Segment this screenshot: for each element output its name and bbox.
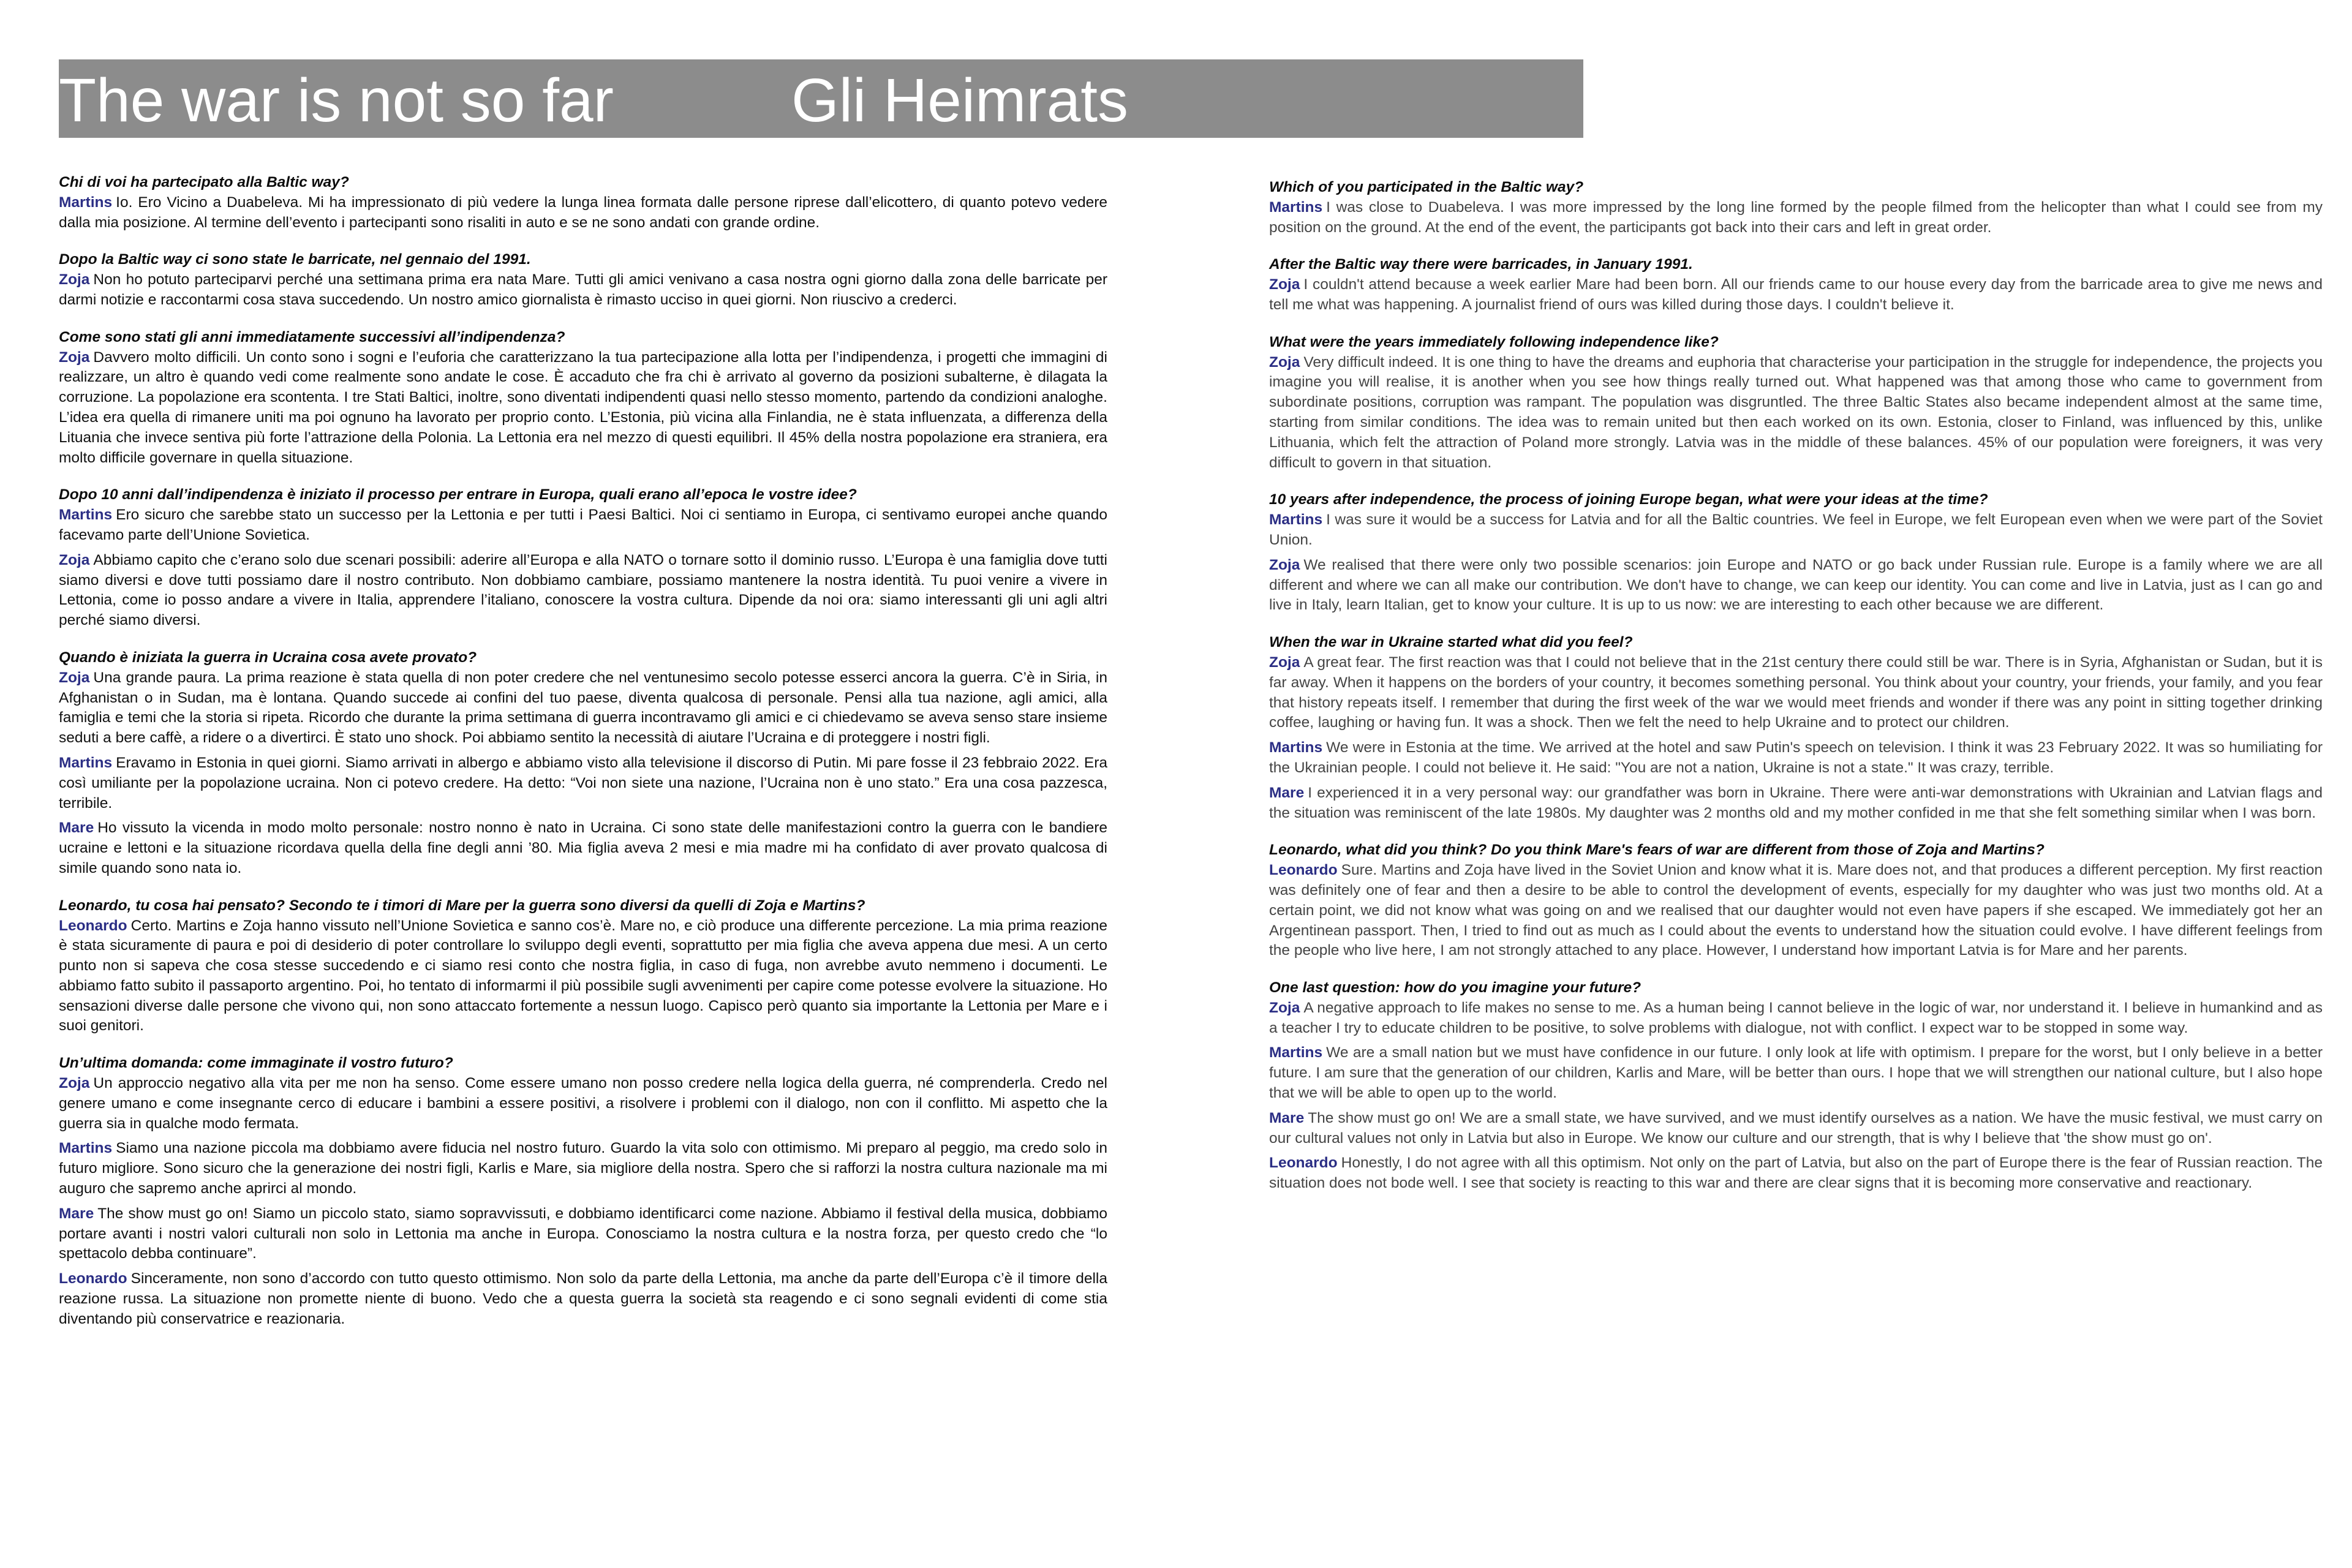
speaker-name: Zoja	[1269, 654, 1300, 671]
answer-text: Honestly, I do not agree with all this optimism. Not only on the part of Latvia, but also on the part of Europe there is the fear of Russian reaction. The situation does not bode well. I see that society is reacting to this war and there are clear signs that it is becoming more conservative and reactionary.	[1269, 1155, 2323, 1192]
speaker-name: Martins	[1269, 198, 1323, 216]
interview-answer	[59, 818, 1107, 878]
interview-question: Dopo la Baltic way ci sono state le barricate, nel gennaio del 1991.	[59, 251, 531, 268]
answer-text: The show must go on! We are a small state, we have survived, and we must identify ourselves as a nation. We have the music festival, we must carry on our cultural values not only in Latvia but also in Europe. We know our culture and our strength, that is why I believe that 'the show must go on'.	[1269, 1109, 2323, 1147]
answer-text: Siamo una nazione piccola ma dobbiamo avere fiducia nel nostro futuro. Guardo la vita solo con ottimismo. Mi preparo al peggio, ma credo solo in futuro migliore. Sono sicuro che la generazione dei nostri figli, Karlis e Mare, sia migliore della nostra. Spero che si rafforzi la nostra cultura nazionale ma mi auguro che sapremo anche aprirci al mondo.	[59, 1140, 1107, 1197]
answer-text: A negative approach to life makes no sense to me. As a human being I cannot believe in the logic of war, nor understand it. I believe in humankind and as a teacher I try to educate children to be positive, to solve problems with dialogue, not with conflict. I expect war to be stopped in some way.	[1269, 999, 2323, 1036]
interview-question: Dopo 10 anni dall’indipendenza è iniziato il processo per entrare in Europa, quali erano all’epoca le vostre idee?	[59, 486, 857, 503]
answer-text: I couldn't attend because a week earlier Mare had been born. All our friends came to our house every day from the barricade area to give me news and tell me what was happening. A journalist friend of ours was killed during those days. I couldn't believe it.	[1269, 276, 2323, 313]
speaker-name: Zoja	[59, 669, 90, 686]
answer-text: Very difficult indeed. It is one thing to have the dreams and euphoria that characterise your participation in the struggle for independence, the projects you imagine you will realise, it is another when you see how things really turned out. What happened was that among those who came to government from subordinate positions, corruption was rampant. The population was disgruntled. The three Baltic States also became independent almost at the same time, starting from similar conditions. The idea was to remain united but then each worked on its own. Estonia, closer to Finland, was influenced by this, unlike Lithuania, which felt the attraction of Poland more strongly. Latvia was in the middle of these balances. 45% of our population were foreigners, it was very difficult to govern in that situation.	[1269, 353, 2323, 471]
speaker-name: Mare	[59, 820, 94, 837]
interview-question: Which of you participated in the Baltic way?	[1269, 179, 1584, 195]
qa-section-en	[1269, 178, 2323, 238]
interview-answer	[1269, 1109, 2323, 1149]
interview-answer	[1269, 738, 2323, 778]
qa-section-it	[59, 648, 1107, 879]
qa-section-en	[1269, 840, 2323, 961]
qa-section-it	[59, 896, 1107, 1037]
qa-section-en	[1269, 978, 2323, 1194]
speaker-name: Martins	[59, 754, 113, 771]
speaker-name: Zoja	[1269, 276, 1300, 293]
interview-answer	[59, 1269, 1107, 1329]
interview-answer	[59, 193, 1107, 233]
interview-answer	[1269, 998, 2323, 1039]
speaker-name: Martins	[1269, 1044, 1323, 1061]
interview-answer	[1269, 653, 2323, 733]
interview-answer	[59, 668, 1107, 748]
interview-answer	[59, 1074, 1107, 1134]
interview-answer	[59, 753, 1107, 813]
interview-answer	[59, 1204, 1107, 1264]
qa-section-it	[59, 485, 1107, 631]
speaker-name: Martins	[1269, 739, 1323, 756]
interview-answer	[1269, 198, 2323, 238]
page-title: The war is not so far	[59, 66, 614, 135]
interview-answer	[1269, 275, 2323, 315]
interview-answer	[59, 348, 1107, 469]
answer-text: Una grande paura. La prima reazione è stata quella di non poter credere che nel ventunesimo secolo potesse esserci ancora la guerra. C’è in Siria, in Afghanistan o in Sudan, ma è lontana. Quando succede ai confini del tuo paese, diventa qualcosa di personale. Pensi alla tua nazione, agli amici, alla famiglia e temi che la storia si ripeta. Ricordo che durante la prima settimana di guerra incontravamo gli amici e ci chiedevamo se aveva senso stare insieme seduti a bere caffè, a ridere o a divertirci. È stato uno shock. Poi abbiamo sentito la necessità di aiutare l’Ucraina e di proteggere i nostri figli.	[59, 669, 1107, 747]
interview-answer	[59, 270, 1107, 311]
interview-answer	[1269, 556, 2323, 616]
answer-text: A great fear. The first reaction was that I could not believe that in the 21st century there could still be war. There is in Syria, Afghanistan or Sudan, but it is far away. When it happens on the borders of your country, it becomes something personal. You think about your country, your friends, your family, and you fear that history repeats itself. I remember that during the first week of the war we would meet friends and wonder if there was any point in sitting together drinking coffee, laughing or having fun. It was a shock. Then we felt the need to help Ukraine and to protect our children.	[1269, 654, 2323, 731]
speaker-name: Mare	[59, 1205, 94, 1222]
interview-answer	[59, 1139, 1107, 1199]
interview-question: Leonardo, tu cosa hai pensato? Secondo te i timori di Mare per la guerra sono diversi da quelli di Zoja e Martins?	[59, 897, 865, 914]
speaker-name: Zoja	[59, 349, 90, 366]
answer-text: Io. Ero Vicino a Duabeleva. Mi ha impressionato di più vedere la lunga linea formata dalle persone riprese dall’elicottero, di quanto potevo vedere dalla mia posizione. Al termine dell’evento i partecipanti sono risaliti in auto e se ne sono andati con grande ordine.	[59, 194, 1107, 231]
interview-answer	[59, 551, 1107, 631]
speaker-name: Leonardo	[59, 1270, 127, 1287]
interview-answer	[1269, 510, 2323, 551]
answer-text: We are a small nation but we must have confidence in our future. I only look at life with optimism. I prepare for the worst, but I only believe in a better future. I am sure that the generation of our children, Karlis and Mare, will be better than ours. I hope that we will strengthen our national culture, but I also hope that we will be able to open up to the world.	[1269, 1044, 2323, 1102]
qa-section-it	[59, 1054, 1107, 1329]
answer-text: The show must go on! Siamo un piccolo stato, siamo sopravvissuti, e dobbiamo identificarci come nazione. Abbiamo il festival della musica, dobbiamo portare avanti i nostri valori culturali non solo in Lettonia ma anche in Europa. Conosciamo la nostra cultura e la nostra forza, per questo credo che “lo spettacolo debba continuare”.	[59, 1205, 1107, 1262]
speaker-name: Zoja	[1269, 999, 1300, 1016]
answer-text: Davvero molto difficili. Un conto sono i sogni e l’euforia che caratterizzano la tua partecipazione alla lotta per l’indipendenza, i progetti che immagini di realizzare, un altro è quando vedi come realmente sono andate le cose. È accaduto che fra chi è arrivato al governo da posizioni subalterne, è dilagata la corruzione. La popolazione era scontenta. I tre Stati Baltici, inoltre, sono diventati indipendenti quasi nello stesso momento, partendo da condizioni analoghe. L’idea era quella di rimanere uniti ma poi ognuno ha lavorato per proprio conto. L’Estonia, più vicina alla Finlandia, ne è stata influenzata, a differenza della Lituania che invece sentiva più forte l’attrazione della Polonia. La Lettonia era nel mezzo di questi equilibri. Il 45% della nostra popolazione era straniera, era molto difficile governare in quella situazione.	[59, 349, 1107, 466]
interview-question: Leonardo, what did you think? Do you think Mare's fears of war are different from those of Zoja and Martins?	[1269, 842, 2045, 859]
answer-text: I experienced it in a very personal way: our grandfather was born in Ukraine. There were anti-war demonstrations with Ukrainian and Latvian flags and the situation was reminiscent of the late 1980s. My daughter was 2 months old and my mother confided in me that she felt something similar when I was born.	[1269, 784, 2323, 821]
interview-answer	[1269, 1153, 2323, 1194]
speaker-name: Leonardo	[59, 917, 127, 934]
interview-answer	[59, 505, 1107, 546]
answer-text: I was sure it would be a success for Latvia and for all the Baltic countries. We feel in Europe, we felt European even when we were part of the Soviet Union.	[1269, 511, 2323, 548]
qa-section-it	[59, 328, 1107, 469]
speaker-name: Leonardo	[1269, 1155, 1338, 1172]
speaker-name: Mare	[1269, 784, 1305, 801]
answer-text: Sinceramente, non sono d’accordo con tutto questo ottimismo. Non solo da parte della Lettonia, ma anche da parte dell’Europa c’è il timore della reazione russa. La situazione non promette niente di buono. Vedo che a questa guerra la società sta reagendo e ci sono segnali evidenti di come stia diventando più conservatrice e reazionaria.	[59, 1270, 1107, 1327]
speaker-name: Martins	[59, 507, 113, 524]
qa-section-it	[59, 173, 1107, 233]
english-column	[1269, 178, 2323, 1211]
answer-text: Eravamo in Estonia in quei giorni. Siamo arrivati in albergo e abbiamo visto alla televisione il discorso di Putin. Mi pare fosse il 23 febbraio 2022. Era così umiliante per la popolazione ucraina. Non ci potevo credere. Ha detto: “Voi non siete una nazione, l’Ucraina non è uno stato.” Era una cosa pazzesca, terribile.	[59, 754, 1107, 812]
interview-question: After the Baltic way there were barricades, in January 1991.	[1269, 256, 1693, 273]
speaker-name: Zoja	[59, 551, 90, 568]
answer-text: Abbiamo capito che c’erano solo due scenari possibili: aderire all’Europa e alla NATO o tornare sotto il dominio russo. L’Europa è una famiglia dove tutti siamo diversi e dove tutti possiamo dare il nostro contributo. Non dobbiamo cambiare, possiamo mantenere la nostra identità. Tu puoi venire a vivere in Lettonia, come io posso andare a vivere in Italia, apprendere l’italiano, conoscere la vostra cultura. Dipende da noi ora: siamo interessanti gli uni agli altri perché siamo diversi.	[59, 551, 1107, 629]
interview-question: Chi di voi ha partecipato alla Baltic way?	[59, 174, 349, 190]
interview-answer	[1269, 783, 2323, 824]
interview-question: What were the years immediately following independence like?	[1269, 333, 1719, 350]
interview-answer	[59, 916, 1107, 1037]
qa-section-it	[59, 250, 1107, 310]
qa-section-en	[1269, 255, 2323, 315]
interview-answer	[1269, 1043, 2323, 1103]
speaker-name: Zoja	[59, 271, 90, 288]
speaker-name: Martins	[1269, 511, 1323, 529]
qa-section-en	[1269, 333, 2323, 473]
italian-column	[59, 173, 1107, 1347]
answer-text: Un approccio negativo alla vita per me non ha senso. Come essere umano non posso credere nella logica della guerra, né comprenderla. Credo nel genere umano e come insegnante cerco di educare i bambini a essere positivi, a risolvere i problemi con il dialogo, non con il conflitto. Mi aspetto che la guerra sia in qualche modo fermata.	[59, 1075, 1107, 1132]
answer-text: We were in Estonia at the time. We arrived at the hotel and saw Putin's speech on television. I think it was 23 February 2022. It was so humiliating for the Ukrainian people. I could not believe it. He said: "You are not a nation, Ukraine is not a state." It was crazy, terrible.	[1269, 739, 2323, 776]
qa-section-en	[1269, 633, 2323, 823]
answer-text: Sure. Martins and Zoja have lived in the Soviet Union and know what it is. Mare does not, and that produces a different perception. My first reaction was definitely one of fear and then a desire to be able to control the development of events, especially for my daughter who was just two months old. At a certain point, we did not know what was going on and we realised that our daughter would not even have papers if she escaped. We immediately got her an Argentinean passport. Then, I tried to find out as much as I could about the events to understand how the situation could evolve. I have different feelings from the people who live here, I am not strongly attached to any place. However, I understand how important Latvia is for Mare and her parents.	[1269, 862, 2323, 959]
speaker-name: Zoja	[59, 1075, 90, 1092]
qa-section-en	[1269, 490, 2323, 616]
interview-question: One last question: how do you imagine your future?	[1269, 979, 1642, 997]
speaker-name: Mare	[1269, 1109, 1305, 1126]
speaker-name: Zoja	[1269, 353, 1300, 371]
answer-text: I was close to Duabeleva. I was more impressed by the long line formed by the people filmed from the helicopter than what I could see from my position on the ground. At the end of the event, the participants got back into their cars and left in great order.	[1269, 198, 2323, 236]
answer-text: Ho vissuto la vicenda in modo molto personale: nostro nonno è nato in Ucraina. Ci sono state delle manifestazioni contro la guerra con le bandiere ucraine e lettoni e la situazione ricordava quella della fine degli anni ’80. Mia figlia aveva 2 mesi e mia madre mi ha confidato di aver provato qualcosa di simile quando sono nata io.	[59, 820, 1107, 876]
speaker-name: Martins	[59, 194, 113, 211]
answer-text: Certo. Martins e Zoja hanno vissuto nell’Unione Sovietica e sanno cos’è. Mare no, e ciò produce una differente percezione. La mia prima reazione è stata sicuramente di paura e poi di desiderio di poter controllare lo sviluppo degli eventi, soprattutto per mia figlia che aveva appena due mesi. A un certo punto non si sapeva che cosa stesse succedendo e ci siamo resi conto che nostra figlia, in caso di fuga, non avrebbe avuto nemmeno i documenti. Le abbiamo fatto subito il passaporto argentino. Poi, ho tentato di informarmi il più possibile sugli avvenimenti per capire come potesse evolvere la situazione. Ho sensazioni diverse dalle persone che vivono qui, non sono attaccato fortemente a nessun luogo. Capisco però quanto sia importante la Lettonia per Mare e i suoi genitori.	[59, 917, 1107, 1035]
interview-question: 10 years after independence, the process of joining Europe began, what were your ideas at the time?	[1269, 491, 1988, 508]
speaker-name: Zoja	[1269, 556, 1300, 573]
answer-text: Ero sicuro che sarebbe stato un successo per la Lettonia e per tutti i Paesi Baltici. Noi ci sentiamo in Europa, ci sentivamo europei anche quando facevamo parte dell’Unione Sovietica.	[59, 507, 1107, 543]
interview-answer	[1269, 861, 2323, 961]
answer-text: Non ho potuto parteciparvi perché una settimana prima era nata Mare. Tutti gli amici venivano a casa nostra ogni giorno dalla zona delle barricate per darmi notizie e raccontarmi cosa stava succedendo. Un nostro amico giornalista è rimasto ucciso in quei giorni. Non riuscivo a crederci.	[59, 271, 1107, 308]
interview-question: Come sono stati gli anni immediatamente successivi all’indipendenza?	[59, 328, 565, 345]
interview-question: Un’ultima domanda: come immaginate il vostro futuro?	[59, 1055, 453, 1072]
page-subtitle: Gli Heimrats	[791, 66, 1129, 135]
speaker-name: Martins	[59, 1140, 113, 1157]
interview-answer	[1269, 353, 2323, 473]
interview-question: When the war in Ukraine started what did you feel?	[1269, 634, 1633, 651]
interview-question: Quando è iniziata la guerra in Ucraina cosa avete provato?	[59, 649, 477, 666]
answer-text: We realised that there were only two possible scenarios: join Europe and NATO or go back under Russian rule. Europe is a family where we are all different and where we can all make our contribution. We don't have to change, we can keep our identity. You can come and live in Latvia, just as I can go and live in Italy, learn Italian, get to know your culture. It is up to us now: we are interesting to each other because we are different.	[1269, 556, 2323, 614]
speaker-name: Leonardo	[1269, 862, 1338, 879]
